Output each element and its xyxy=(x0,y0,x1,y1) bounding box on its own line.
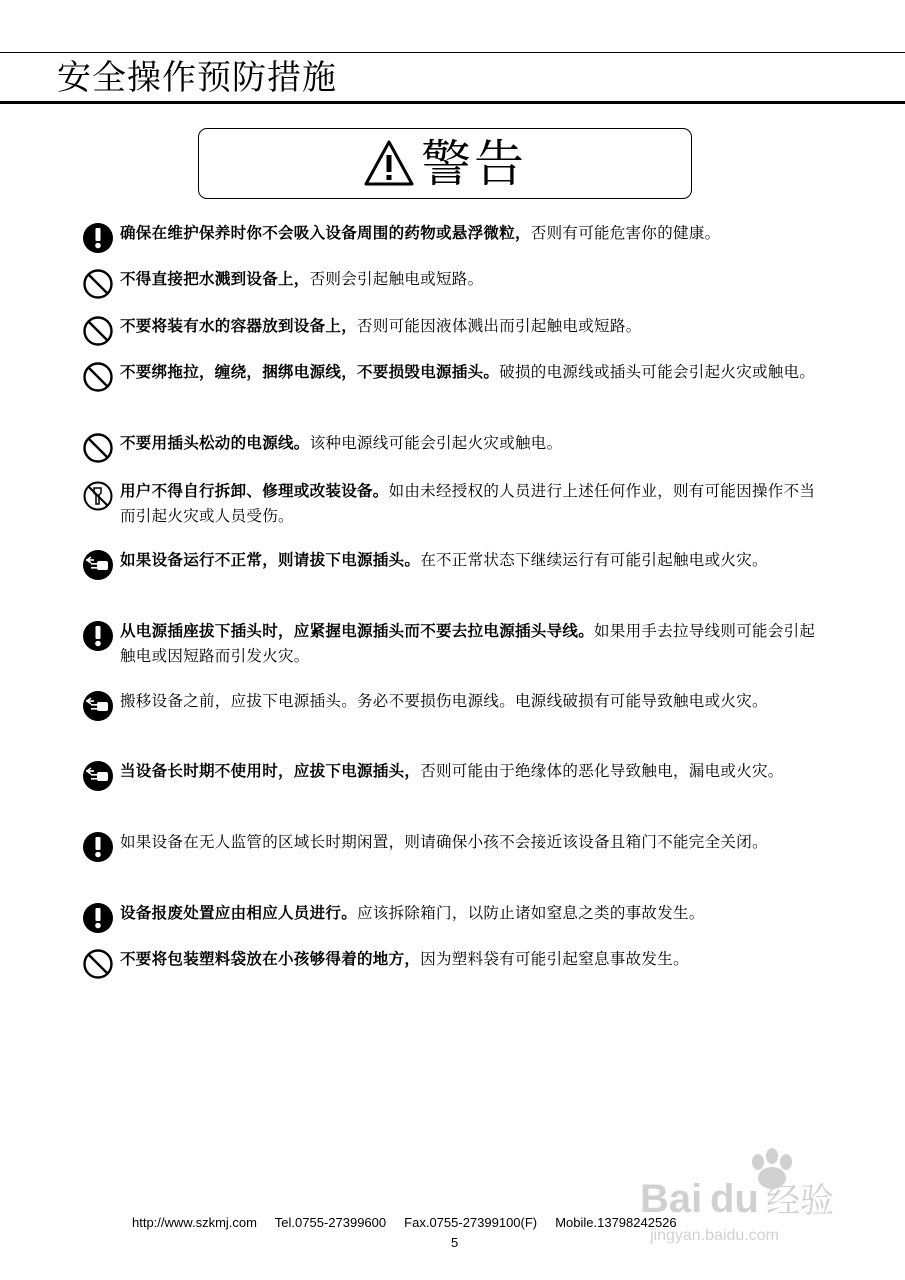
prohibited-icon xyxy=(82,948,114,980)
title-rule xyxy=(0,101,905,104)
warning-triangle-icon xyxy=(363,139,415,187)
warning-item xyxy=(82,618,822,669)
warning-item xyxy=(82,688,822,714)
warning-item-emphasis: 如果设备运行不正常，则请拔下电源插头。 xyxy=(120,550,421,569)
top-rule xyxy=(0,52,905,53)
warning-item-text xyxy=(120,618,822,669)
no-disassembly-icon xyxy=(82,480,114,512)
warning-item-text xyxy=(120,900,822,926)
warning-item xyxy=(82,547,822,573)
warning-title: 警告 xyxy=(421,134,527,193)
warning-item-text xyxy=(120,688,822,714)
page-title: 安全操作预防措施 xyxy=(57,58,337,98)
warning-item-emphasis: 不要绑拖拉，缠绕，捆绑电源线，不要损毁电源插头。 xyxy=(120,362,500,381)
warning-item-emphasis: 不要用插头松动的电源线。 xyxy=(120,433,310,452)
prohibited-icon xyxy=(82,361,114,393)
mandatory-exclamation-icon xyxy=(82,620,114,652)
warning-item xyxy=(82,430,822,456)
prohibited-icon xyxy=(82,432,114,464)
warning-item xyxy=(82,900,822,926)
warning-item-text xyxy=(120,478,822,529)
unplug-icon xyxy=(82,760,114,792)
warning-item-detail: 搬移设备之前，应拔下电源插头。务必不要损伤电源线。电源线破损有可能导致触电或火灾。 xyxy=(120,692,768,710)
warning-item-detail: 否则会引起触电或短路。 xyxy=(309,270,484,288)
page-number: 5 xyxy=(451,1235,459,1250)
warning-item-detail: 如果设备在无人监管的区域长时期闲置，则请确保小孩不会接近该设备且箱门不能完全关闭。 xyxy=(120,833,768,851)
warning-item-text xyxy=(120,220,822,246)
prohibited-icon xyxy=(82,268,114,300)
warning-item xyxy=(82,829,822,855)
warning-item-detail: 否则可能由于绝缘体的恶化导致触电，漏电或火灾。 xyxy=(420,762,784,780)
warning-item-detail: 如果用手去拉导线则可能会引起触电或因短路而引发火灾。 xyxy=(120,622,816,665)
warning-item xyxy=(82,478,822,529)
mandatory-exclamation-icon xyxy=(82,902,114,934)
warning-item-detail: 在不正常状态下继续运行有可能引起触电或火灾。 xyxy=(420,551,768,569)
prohibited-icon xyxy=(82,315,114,347)
svg-text:经验: 经验 xyxy=(766,1181,834,1221)
warning-item-text xyxy=(120,430,822,456)
warning-item xyxy=(82,758,822,784)
warning-item-detail: 否则可能因液体溅出而引起触电或短路。 xyxy=(357,317,642,335)
warning-item xyxy=(82,359,822,385)
warning-item-detail: 因为塑料袋有可能引起窒息事故发生。 xyxy=(420,950,689,968)
warning-item-emphasis: 当设备长时期不使用时，应拔下电源插头， xyxy=(120,761,421,780)
unplug-icon xyxy=(82,549,114,581)
warning-item xyxy=(82,220,822,246)
warning-item-detail: 如由未经授权的人员进行上述任何作业，则有可能因操作不当而引起火灾或人员受伤。 xyxy=(120,482,816,525)
warning-item-text xyxy=(120,359,822,385)
warning-item-detail: 破损的电源线或插头可能会引起火灾或触电。 xyxy=(499,363,816,381)
warning-banner xyxy=(198,128,692,199)
warning-item-emphasis: 不要将包装塑料袋放在小孩够得着的地方， xyxy=(120,949,421,968)
warning-item-detail: 该种电源线可能会引起火灾或触电。 xyxy=(309,434,563,452)
warning-item-text xyxy=(120,266,822,292)
warning-item xyxy=(82,266,822,292)
warning-item-text xyxy=(120,547,822,573)
warning-item-emphasis: 设备报废处置应由相应人员进行。 xyxy=(120,903,358,922)
svg-text:jingyan.baidu.com: jingyan.baidu.com xyxy=(650,1227,779,1244)
warning-item-text xyxy=(120,829,822,855)
warning-item xyxy=(82,946,822,972)
warning-item-emphasis: 不得直接把水溅到设备上， xyxy=(120,269,310,288)
warning-item-emphasis: 不要将装有水的容器放到设备上， xyxy=(120,316,358,335)
warning-item-emphasis: 用户不得自行拆卸、修理或改装设备。 xyxy=(120,481,389,500)
warning-item-emphasis: 确保在维护保养时你不会吸入设备周围的药物或悬浮微粒， xyxy=(120,223,531,242)
warning-item-text xyxy=(120,946,822,972)
svg-text:Bai: Bai xyxy=(640,1177,703,1221)
mandatory-exclamation-icon xyxy=(82,222,114,254)
baidu-watermark-logo xyxy=(640,1140,860,1250)
warning-item-detail: 否则有可能危害你的健康。 xyxy=(530,224,721,242)
warning-item-text xyxy=(120,758,822,784)
warning-item-detail: 应该拆除箱门，以防止诸如窒息之类的事故发生。 xyxy=(357,904,705,922)
warning-item xyxy=(82,313,822,339)
warning-item-emphasis: 从电源插座拔下插头时，应紧握电源插头而不要去拉电源插头导线。 xyxy=(120,621,595,640)
unplug-icon xyxy=(82,690,114,722)
footer-contact: http://www.szkmj.com Tel.0755-27399600 Fax.0755-27399100(F) Mobile.13798242526 xyxy=(132,1215,677,1230)
svg-text:du: du xyxy=(710,1177,759,1221)
mandatory-exclamation-icon xyxy=(82,831,114,863)
warning-item-text xyxy=(120,313,822,339)
